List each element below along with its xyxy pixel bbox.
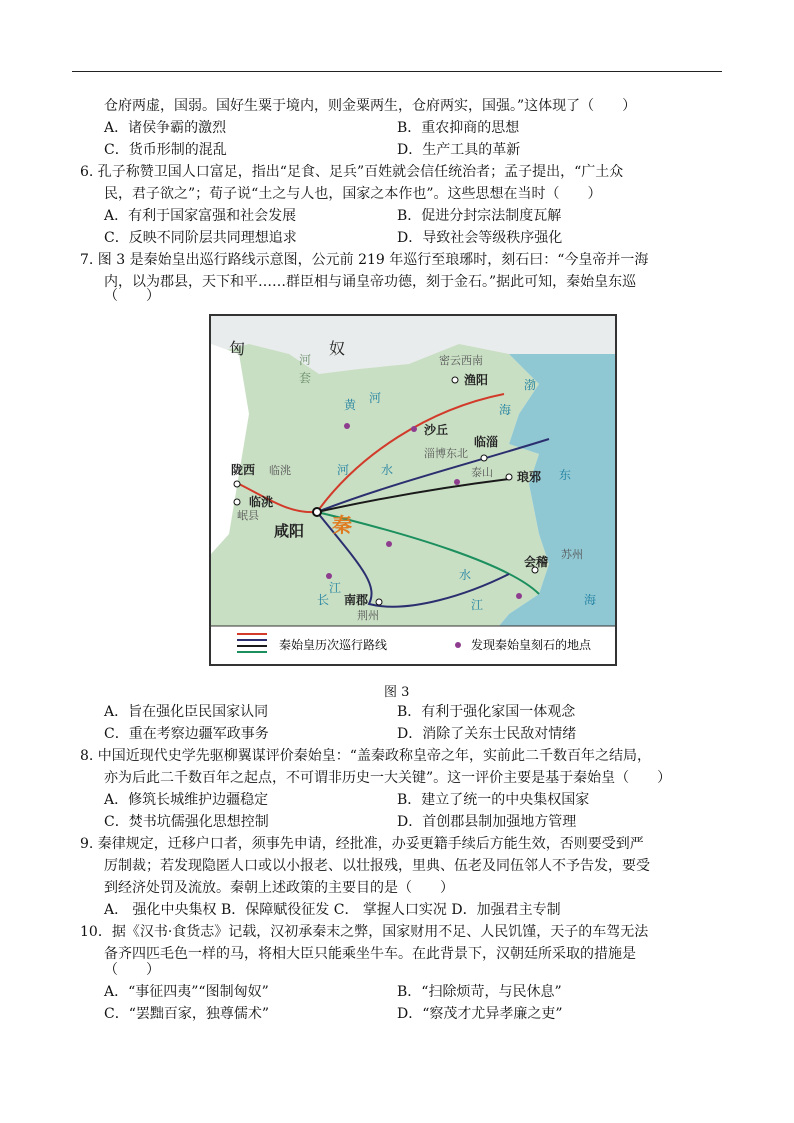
map-label-jiang1: 江 bbox=[329, 581, 342, 595]
legend-routes: 秦始皇历次巡行路线 bbox=[279, 638, 388, 652]
map-label-nanjun: 南郡 bbox=[344, 593, 369, 607]
map-label-xiongnu1: 匈 bbox=[229, 339, 246, 358]
q9-options[interactable]: A． 强化中央集权 B．保障赋役征发 C． 掌握人口实况 D．加强君主专制 bbox=[104, 902, 561, 918]
q7-stem-line1: 7. 图 3 是秦始皇出巡行路线示意图，公元前 219 年巡行至琅琊时，刻石曰：“今皇帝并一海 bbox=[80, 252, 649, 268]
map-label-jiang2: 江 bbox=[471, 598, 484, 612]
q7-stem-line2: 内，以为郡县，天下和平……群臣相与诵皇帝功德，刻于金石。”据此可知，秦始皇东巡 bbox=[104, 274, 637, 290]
q6-option-c[interactable]: C．反映不同阶层共同理想追求 bbox=[104, 230, 297, 246]
qin-tour-map bbox=[209, 314, 617, 666]
q7-option-b[interactable]: B．有利于强化家国一体观念 bbox=[397, 704, 576, 720]
map-label-bo: 渤 bbox=[524, 378, 537, 392]
map-label-hetao1: 河 bbox=[299, 353, 312, 367]
stone-3 bbox=[454, 479, 460, 485]
q10-option-d[interactable]: D．“察茂才尤异孝廉之吏” bbox=[397, 1006, 563, 1022]
map-label-lintao: 临洮 bbox=[249, 495, 274, 509]
header-rule bbox=[72, 71, 722, 72]
q7-option-c[interactable]: C．重在考察边疆军政事务 bbox=[104, 726, 269, 742]
q6-option-d[interactable]: D．导致社会等级秩序强化 bbox=[397, 230, 563, 246]
stone-1 bbox=[344, 423, 350, 429]
q10-stem-line3: （ ） bbox=[104, 962, 160, 978]
stone-4 bbox=[386, 541, 392, 547]
map-land bbox=[211, 344, 549, 626]
marker-nanjun bbox=[376, 599, 382, 605]
map-label-hai2: 海 bbox=[584, 593, 597, 607]
map-label-minxian: 岷县 bbox=[237, 509, 259, 522]
q10-option-c[interactable]: C．“罢黜百家，独尊儒术” bbox=[104, 1006, 270, 1022]
q5-option-b[interactable]: B．重农抑商的思想 bbox=[397, 120, 520, 136]
map-label-xiongnu2: 奴 bbox=[329, 339, 346, 358]
q10-stem-line2: 备齐四匹毛色一样的马，将相大臣只能乘坐牛车。在此背景下，汉朝廷所采取的措施是 bbox=[104, 946, 636, 962]
stone-2 bbox=[411, 426, 417, 432]
legend-stone-dot bbox=[455, 642, 461, 648]
q8-option-a[interactable]: A．修筑长城维护边疆稳定 bbox=[104, 792, 269, 808]
map-label-zibo: 淄博东北 bbox=[424, 447, 468, 460]
q8-stem-line2: 亦为后此二千数百年之起点，不可谓非历史一大关键”。这一评价主要是基于秦始皇（ ） bbox=[104, 770, 672, 786]
q5-option-d[interactable]: D．生产工具的革新 bbox=[397, 142, 521, 158]
q9-stem-line2: 厉制裁；若发现隐匿人口或以小报老、以壮报残，里典、伍老及同伍邻人不予告发，要受 bbox=[104, 858, 650, 874]
map-label-shaqiu: 沙丘 bbox=[424, 423, 449, 437]
map-label-taishan: 泰山 bbox=[471, 466, 493, 479]
q5-option-a[interactable]: A．诸侯争霸的激烈 bbox=[104, 120, 227, 136]
q5-stem: 仓府两虚，国弱。国好生粟于境内，则金粟两生，仓府两实，国强。”这体现了（ ） bbox=[104, 98, 637, 114]
marker-langya bbox=[506, 474, 512, 480]
map-label-suzhou: 苏州 bbox=[561, 548, 583, 561]
q6-stem-line2: 民，君子欲之”；荀子说“土之与人也，国家之本作也”。这些思想在当时（ ） bbox=[104, 186, 602, 202]
legend-stones: 发现秦始皇刻石的地点 bbox=[471, 638, 592, 652]
q6-option-b[interactable]: B．促进分封宗法制度瓦解 bbox=[397, 208, 562, 224]
marker-yuyang bbox=[452, 377, 458, 383]
map-label-jingzhou: 荆州 bbox=[357, 609, 379, 622]
stone-6 bbox=[326, 573, 332, 579]
map-label-kuaiji: 会稽 bbox=[524, 555, 549, 569]
map-label-longxi: 陇西 bbox=[231, 463, 256, 477]
q7-stem-line3: （ ） bbox=[104, 288, 160, 304]
q6-option-a[interactable]: A．有利于国家富强和社会发展 bbox=[104, 208, 297, 224]
map-label-langya: 琅邪 bbox=[517, 470, 542, 484]
q9-stem-line1: 9. 秦律规定，迁移户口者，须事先申请，经批准，办妥更籍手续后方能生效，否则要受到严 bbox=[80, 836, 644, 852]
q5-option-c[interactable]: C．货币形制的混乱 bbox=[104, 142, 227, 158]
figure-label: 图 3 bbox=[384, 685, 410, 700]
q8-option-d[interactable]: D．首创郡县制加强地方管理 bbox=[397, 814, 577, 830]
map-label-hai1: 海 bbox=[499, 403, 512, 417]
marker-linzi bbox=[481, 455, 487, 461]
map-label-zhang: 长 bbox=[317, 593, 330, 607]
map-label-qin: 秦 bbox=[332, 513, 352, 537]
map-label-dong: 东 bbox=[559, 468, 572, 482]
q9-stem-line3: 到经济处罚及流放。秦朝上述政策的主要目的是（ ） bbox=[104, 880, 454, 896]
q8-option-b[interactable]: B．建立了统一的中央集权国家 bbox=[397, 792, 590, 808]
marker-longxi bbox=[234, 481, 240, 487]
map-label-shui2: 水 bbox=[459, 568, 472, 582]
map-label-hetao2: 套 bbox=[299, 371, 312, 385]
map-label-shui1: 水 bbox=[381, 463, 394, 477]
q10-stem-line1: 10．据《汉书·食货志》记载，汉初承秦末之弊，国家财用不足、人民饥馑，天子的车驾无法 bbox=[80, 924, 649, 940]
q8-option-c[interactable]: C．焚书坑儒强化思想控制 bbox=[104, 814, 269, 830]
q10-option-b[interactable]: B．“扫除烦苛，与民休息” bbox=[397, 984, 562, 1000]
map-label-yuyang: 渔阳 bbox=[464, 373, 489, 387]
map-label-he: 河 bbox=[369, 391, 382, 405]
q6-stem-line1: 6. 孔子称赞卫国人口富足，指出“足食、足兵”百姓就会信任统治者；孟子提出，“广土众 bbox=[80, 164, 624, 180]
map-label-linzi: 临淄 bbox=[474, 435, 499, 449]
map-label-lintao-gray: 临洮 bbox=[269, 464, 291, 477]
stone-5 bbox=[516, 593, 522, 599]
q8-stem-line1: 8. 中国近现代史学先驱柳翼谋评价秦始皇：“盖秦政称皇帝之年，实前此二千数百年之结局， bbox=[80, 748, 651, 764]
q7-option-a[interactable]: A．旨在强化臣民国家认同 bbox=[104, 704, 269, 720]
map-label-huang: 黄 bbox=[344, 398, 357, 412]
map-label-xianyang: 咸阳 bbox=[274, 522, 305, 540]
q7-option-d[interactable]: D．消除了关东士民敌对情绪 bbox=[397, 726, 577, 742]
marker-lintao bbox=[234, 499, 240, 505]
marker-xianyang bbox=[313, 508, 321, 516]
map-label-he2: 河 bbox=[337, 463, 350, 477]
q10-option-a[interactable]: A．“事征四夷”“图制匈奴” bbox=[104, 984, 269, 1000]
map-label-miyun: 密云西南 bbox=[439, 354, 483, 367]
